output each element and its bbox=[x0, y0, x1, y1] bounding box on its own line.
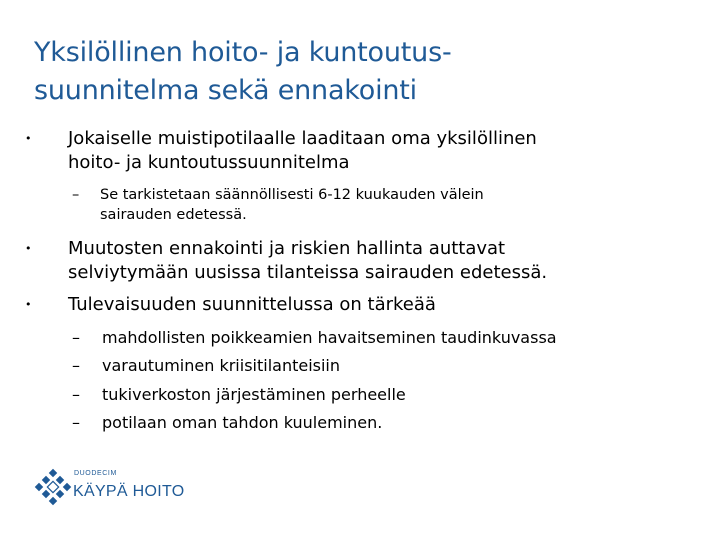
sub-bullet-3-4-text: potilaan oman tahdon kuuleminen. bbox=[102, 413, 383, 432]
bullet-3-line-1: Tulevaisuuden suunnittelussa on tärkeää bbox=[68, 294, 436, 315]
bullet-1-line-2: hoito- ja kuntoutussuunnitelma bbox=[68, 152, 350, 173]
logo-small-text: DUODECIM bbox=[74, 470, 117, 477]
sub-bullet-3-4 bbox=[72, 413, 383, 433]
sub-bullet-3-1-text: mahdollisten poikkeamien havaitseminen taudinkuvassa bbox=[102, 328, 557, 347]
sub-bullet-1-1-line-1: Se tarkistetaan säännöllisesti 6-12 kuukauden välein bbox=[100, 187, 484, 203]
bullet-2-line-2: selviytymään uusissa tilanteissa sairauden edetessä. bbox=[68, 262, 548, 283]
dash-marker: – bbox=[72, 328, 80, 347]
logo-big-text: KÄYPÄ HOITO bbox=[73, 483, 185, 500]
sub-bullet-3-2 bbox=[72, 356, 341, 376]
sub-bullet-1-1-line-2: sairauden edetessä. bbox=[100, 207, 247, 223]
slide-title bbox=[34, 34, 694, 110]
bullet-1 bbox=[25, 127, 708, 175]
bullet-marker: • bbox=[25, 298, 32, 311]
sub-bullet-3-2-text: varautuminen kriisitilanteisiin bbox=[102, 356, 341, 375]
slide-title-line-1: Yksilöllinen hoito- ja kuntoutus- bbox=[34, 37, 452, 68]
dash-marker: – bbox=[72, 385, 80, 404]
bullet-1-line-1: Jokaiselle muistipotilaalle laaditaan oma yksilöllinen bbox=[68, 128, 537, 149]
dash-marker: – bbox=[72, 187, 80, 203]
dash-marker: – bbox=[72, 413, 80, 432]
bullet-marker: • bbox=[25, 132, 32, 145]
dash-marker: – bbox=[72, 356, 80, 375]
bullet-3 bbox=[25, 293, 708, 317]
sub-bullet-1-1 bbox=[72, 185, 484, 225]
bullet-marker: • bbox=[25, 242, 32, 255]
sub-bullet-3-3-text: tukiverkoston järjestäminen perheelle bbox=[102, 385, 406, 404]
bullet-2-line-1: Muutosten ennakointi ja riskien hallinta auttavat bbox=[68, 238, 506, 259]
diamond-grid-logo-icon bbox=[33, 467, 73, 507]
slide-title-line-2: suunnitelma sekä ennakointi bbox=[34, 75, 417, 106]
sub-bullet-3-3 bbox=[72, 385, 406, 405]
bullet-2 bbox=[25, 237, 708, 285]
sub-bullet-3-1 bbox=[72, 328, 557, 348]
